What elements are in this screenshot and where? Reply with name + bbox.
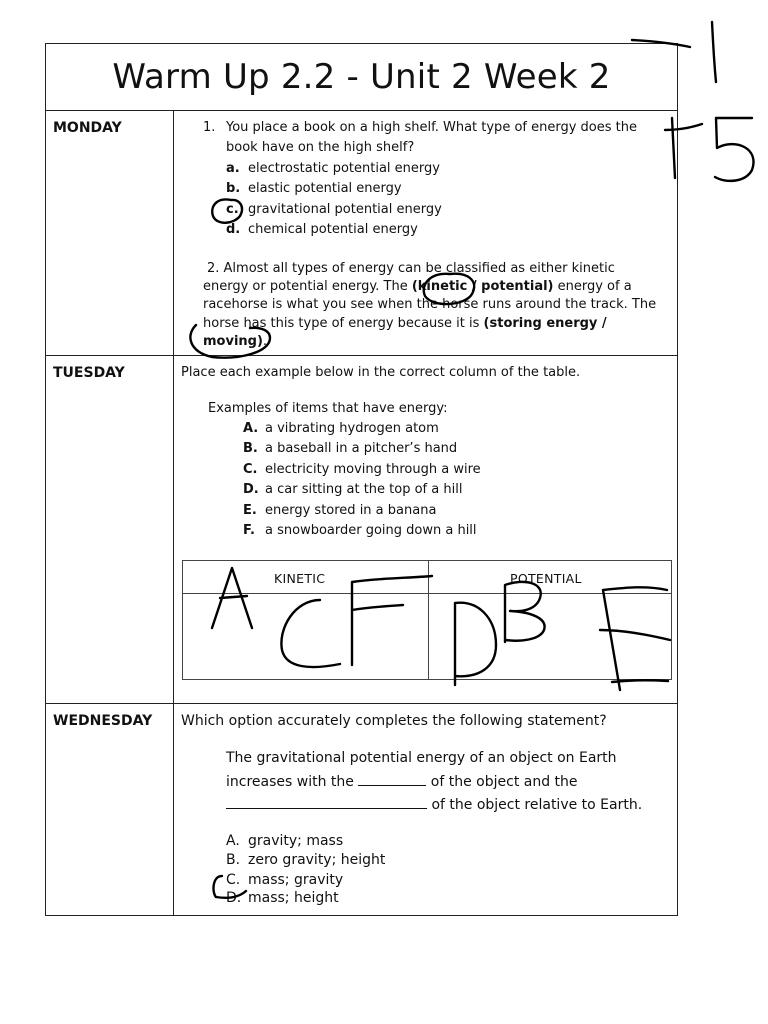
monday-row [46, 111, 677, 356]
answer-blank-2 [226, 796, 427, 809]
score-mark [715, 118, 754, 181]
day-label-wednesday: WEDNESDAY [46, 704, 174, 915]
q2-text-line4: horse has this type of energy because it is (storing energy / [203, 316, 607, 331]
q1-text-line1: You place a book on a high shelf. What type of energy does the [226, 120, 637, 135]
w-option-d: D. mass; height [226, 890, 339, 906]
table-column-divider [428, 561, 429, 679]
monday-content [174, 111, 677, 355]
column-header-kinetic: KINETIC [274, 571, 326, 586]
q2-text-line1: 2. Almost all types of energy can be classified as either kinetic [207, 261, 615, 276]
w-option-c: C. mass; gravity [226, 872, 344, 888]
wednesday-row [46, 704, 677, 915]
example-c: C. electricity moving through a wire [243, 462, 481, 477]
w-option-b: B. zero gravity; height [226, 852, 386, 868]
examples-heading: Examples of items that have energy: [208, 401, 448, 416]
tuesday-row [46, 356, 677, 704]
q1-option-a: a. electrostatic potential energy [226, 161, 440, 176]
example-f: F. a snowboarder going down a hill [243, 523, 477, 538]
table-header-row [183, 561, 671, 594]
day-label-monday: MONDAY [46, 111, 174, 355]
worksheet-title: Warm Up 2.2 - Unit 2 Week 2 [46, 44, 677, 111]
example-a: A. a vibrating hydrogen atom [243, 421, 439, 436]
q2-text-line2: energy or potential energy. The (kinetic / potential) energy of a [203, 279, 632, 294]
energy-sort-table [182, 560, 672, 680]
tuesday-instruction: Place each example below in the correct column of the table. [181, 365, 581, 380]
answer-blank-1 [358, 773, 426, 786]
q1-number: 1. [203, 120, 216, 135]
q1-option-d: d. chemical potential energy [226, 222, 418, 237]
example-d: D. a car sitting at the top of a hill [243, 482, 463, 497]
score-mark [712, 22, 716, 82]
statement-line3: of the object relative to Earth. [226, 796, 642, 813]
wednesday-content [174, 704, 677, 915]
w-option-a: A. gravity; mass [226, 833, 344, 849]
example-b: B. a baseball in a pitcher’s hand [243, 441, 458, 456]
warmup-worksheet [45, 43, 678, 916]
example-e: E. energy stored in a banana [243, 503, 437, 518]
day-label-tuesday: TUESDAY [46, 356, 174, 703]
statement-line1: The gravitational potential energy of an object on Earth [226, 750, 617, 766]
q1-option-b: b. elastic potential energy [226, 181, 402, 196]
column-header-potential: POTENTIAL [510, 571, 582, 586]
q2-text-line5: moving). [203, 334, 268, 349]
statement-line2: increases with the of the object and the [226, 774, 578, 790]
q1-text-line2: book have on the high shelf? [226, 140, 415, 155]
q2-text-line3: racehorse is what you see when the horse runs around the track. The [203, 297, 657, 312]
q1-option-c: c. gravitational potential energy [226, 202, 442, 217]
wednesday-question: Which option accurately completes the following statement? [181, 713, 607, 729]
tuesday-content [174, 356, 677, 703]
